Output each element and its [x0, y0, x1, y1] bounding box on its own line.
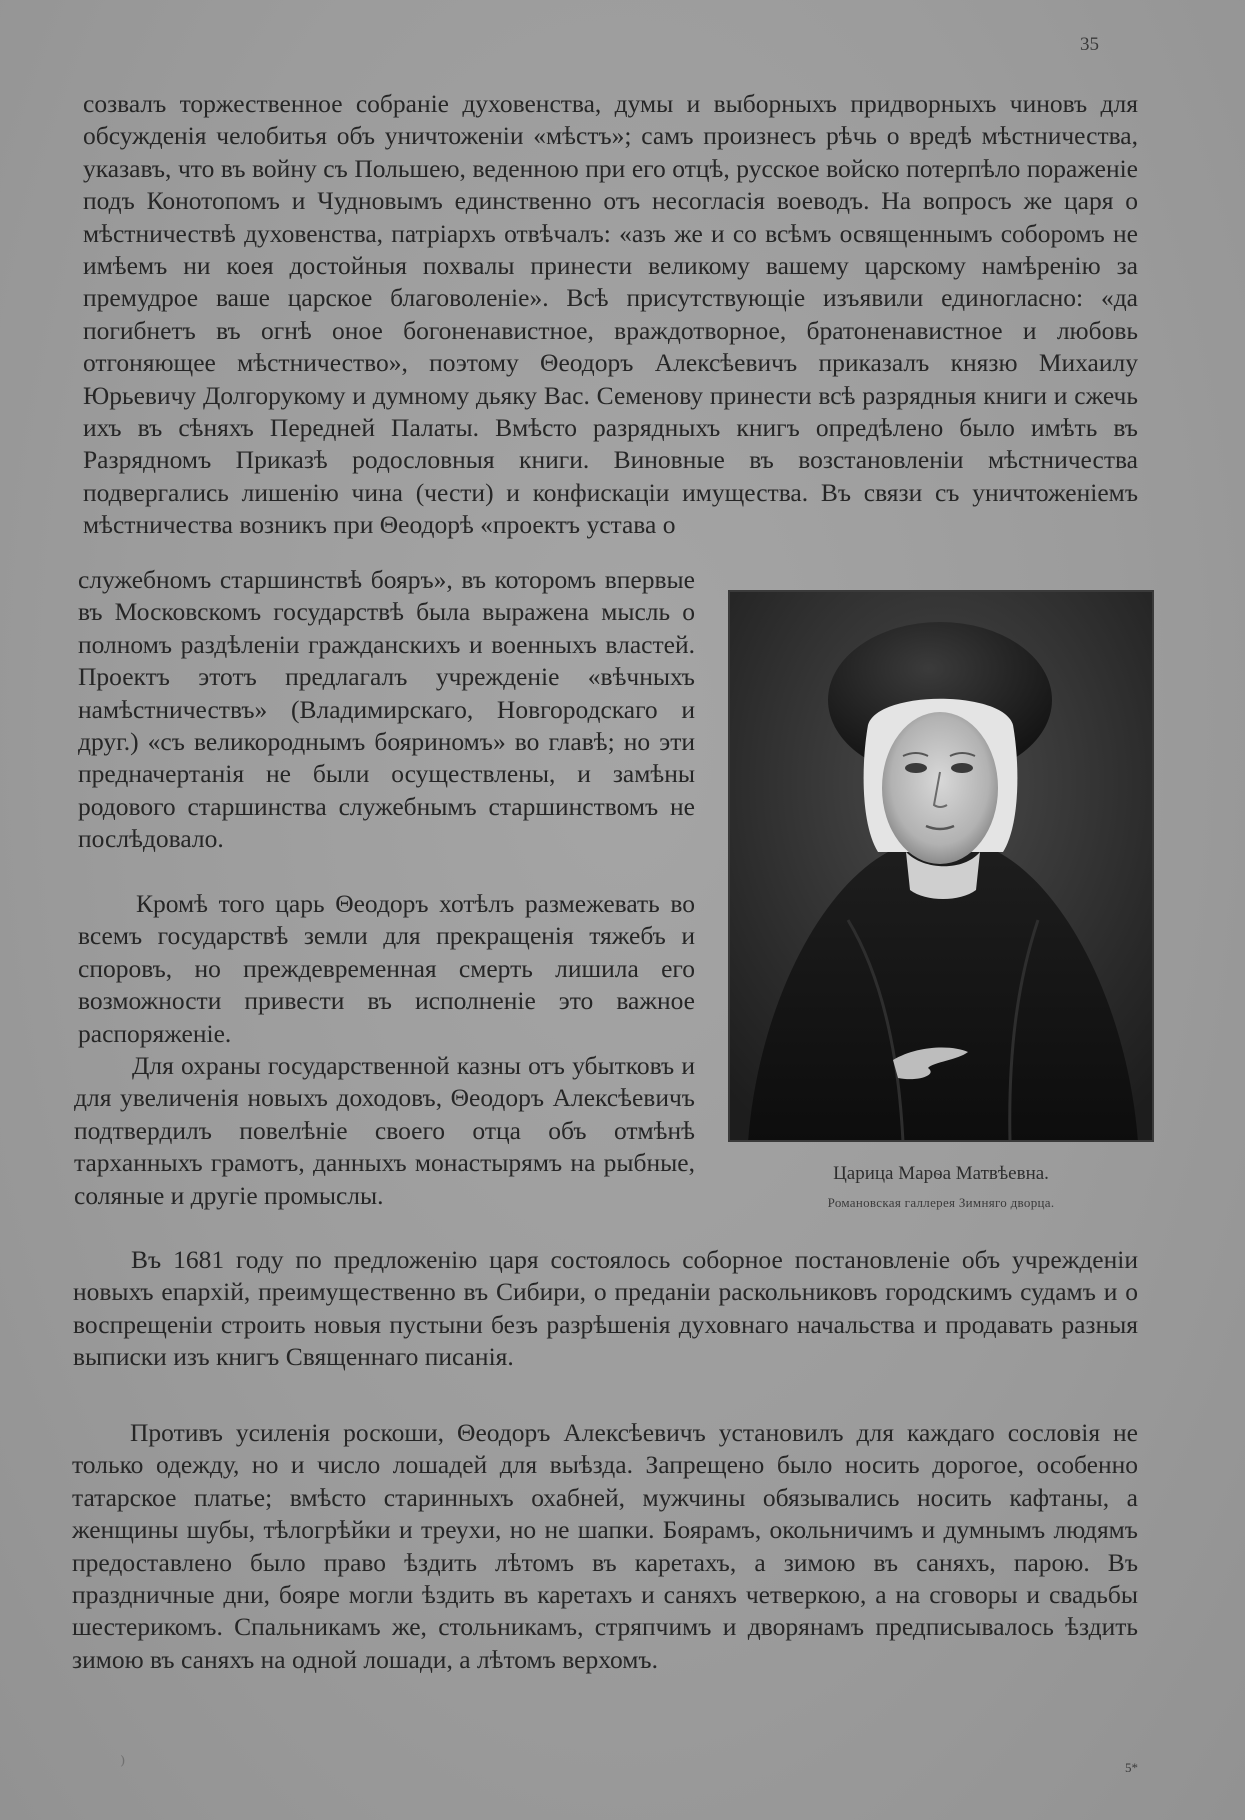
signature-mark: 5*: [1125, 1760, 1138, 1775]
column-paragraph-3: Для охраны государственной казны отъ убытковъ и для увеличенія новыхъ доходовъ, Θеодоръ Алексѣевичъ подтвердилъ повелѣніе своего отца объ отмѣнѣ тарханныхъ грамотъ, данныхъ монастырямъ на рыбные, соляные и другіе промыслы.: [74, 1051, 695, 1210]
portrait-caption-title: Царица Марѳа Матвѣевна.: [833, 1163, 1049, 1184]
body-paragraph-top: созвалъ торжественное собраніе духовенства, думы и выборныхъ придворныхъ чиновъ для обсужденія челобитья объ уничтоженіи «мѣстъ»; самъ произнесъ рѣчь о вредѣ мѣстничества, указавъ, что въ войну съ Польшею, веденною при его отцѣ, русское войско потерпѣло пораженіе подъ Конотопомъ и Чудновымъ единственно отъ несогласія воеводъ. На вопросъ же царя о мѣстничествѣ духовенства, патріархъ отвѣчалъ: «азъ же и со всѣмъ освященнымъ соборомъ не имѣемъ ни коея достойныя похвалы принести великому вашему царскому намѣренію за премудрое ваше царское благоволеніе». Всѣ присутствующіе изъявили единогласно: «да погибнетъ въ огнѣ оное богоненавистное, враждотворное, братоненавистное и любовь отгоняющее мѣстничество», поэтому Θеодоръ Алексѣевичъ приказалъ князю Михаилу Юрьевичу Долгорукому и думному дьяку Вас. Семенову принести всѣ разрядныя книги и сжечь ихъ въ сѣняхъ Передней Палаты. Вмѣсто разрядныхъ книгъ опредѣлено было имѣть въ Разрядномъ Приказѣ родословныя книги. Виновные въ возстановленіи мѣстничества подвергались лишенію чина (чести) и конфискаціи имущества. Въ связи съ уничтоженіемъ мѣстничества возникъ при Θеодорѣ «проектъ устава о: [83, 89, 1138, 540]
column-paragraph-2: Кромѣ того царь Θеодоръ хотѣлъ размежевать во всемъ государствѣ земли для прекращенія тяжебъ и споровъ, но преждевременная смерть лишила его возможности привести въ исполненіе это важное распоряженіе.: [78, 889, 695, 1048]
page-number: 35: [1080, 34, 1099, 55]
portrait-drawing: [728, 590, 1154, 1142]
column-paragraph-1: служебномъ старшинствѣ бояръ», въ которомъ впервые въ Московскомъ государствѣ была выражена мысль о полномъ раздѣленіи гражданскихъ и военныхъ властей. Проектъ этотъ предлагалъ учрежденіе «вѣчныхъ намѣстничествъ» (Владимирскаго, Новгородскаго и друг.) «съ великороднымъ бояриномъ» во главѣ; но эти предначертанія не были осуществлены, и замѣны родового старшинства служебнымъ старшинствомъ не послѣдовало.: [78, 565, 695, 854]
body-paragraph-1681: Въ 1681 году по предложенію царя состоялось соборное постановленіе объ учрежденіи новыхъ епархій, преимущественно въ Сибири, о преданіи раскольниковъ городскимъ судамъ и о воспрещеніи строить новыя пустыни безъ разрѣшенія духовнаго начальства и продавать разныя выписки изъ книгъ Священнаго писанія.: [73, 1245, 1138, 1372]
portrait-caption-source: Романовская галлерея Зимняго дворца.: [827, 1195, 1055, 1210]
portrait-image: [728, 590, 1154, 1142]
body-paragraph-luxury: Противъ усиленія роскоши, Θеодоръ Алексѣевичъ установилъ для каждаго сословія не только одежду, но и число лошадей для выѣзда. Запрещено было носить дорогое, особенно татарское платье; вмѣсто старинныхъ охабней, мужчины обязывались носить кафтаны, а женщины шубы, тѣлогрѣйки и треухи, но не шапки. Боярамъ, окольничимъ и думнымъ людямъ предоставлено было право ѣздить лѣтомъ въ каретахъ, а зимою въ саняхъ, парою. Въ праздничные дни, бояре могли ѣздить въ каретахъ и саняхъ четверкою, а на сговоры и свадьбы шестерикомъ. Спальникамъ же, стольникамъ, стряпчимъ и дворянамъ предписывалось ѣздить зимою въ саняхъ на одной лошади, а лѣтомъ верхомъ.: [72, 1418, 1138, 1674]
pencil-mark: ⁾: [120, 1752, 126, 1777]
